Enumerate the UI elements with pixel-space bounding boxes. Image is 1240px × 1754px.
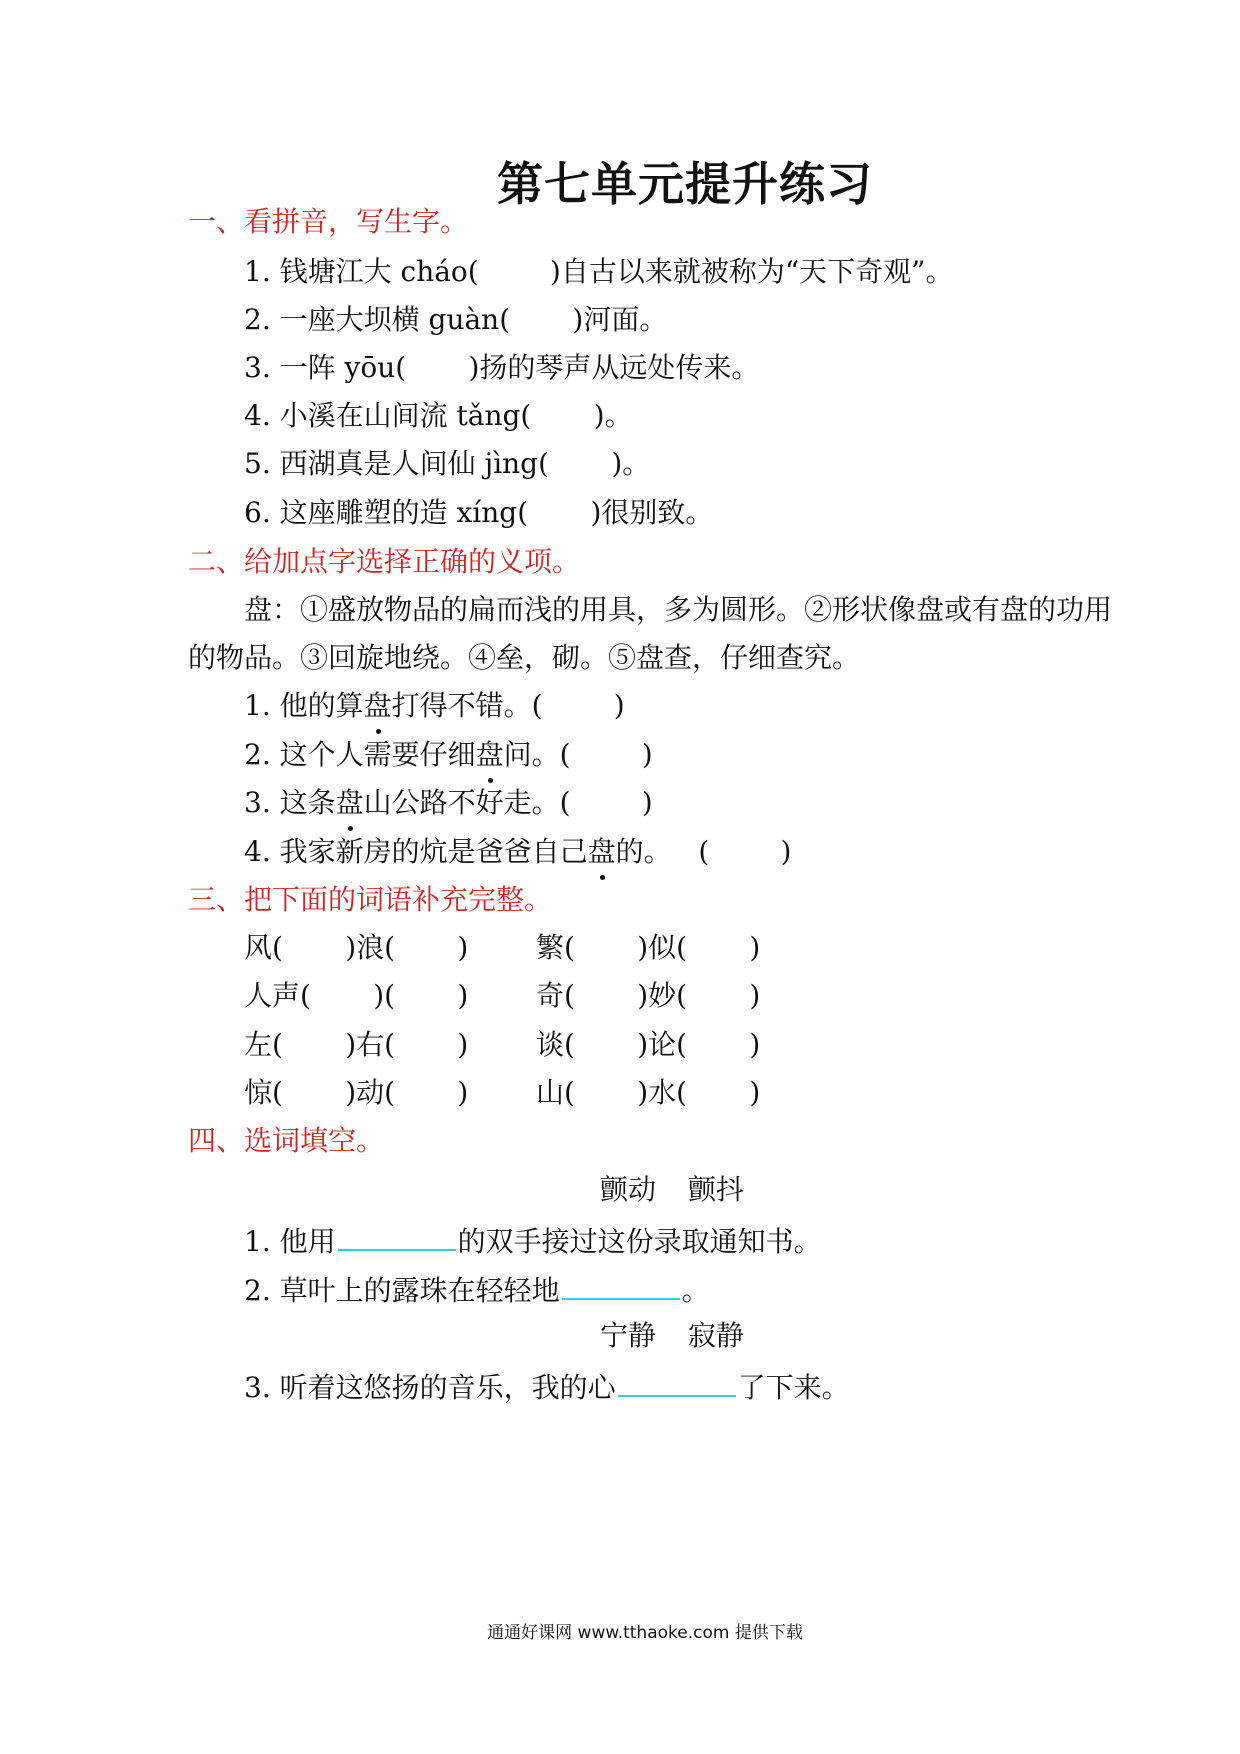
idiom-row-4	[244, 1073, 761, 1113]
dotted-character: 盘	[476, 735, 504, 775]
section1-item-2: 2. 一座大坝横 guàn( )河面。	[244, 303, 668, 336]
section1-item-1: 1. 钱塘江大 cháo( )自古以来就被称为“天下奇观”。	[244, 255, 954, 288]
section2-heading: 二、给加点字选择正确的义项。	[188, 545, 581, 578]
item-text: 3. 这条	[244, 786, 336, 819]
section2-item-2	[244, 735, 653, 775]
definition-line-1: 盘：①盛放物品的扁而浅的用具，多为圆形。②形状像盘或有盘的功用	[244, 593, 1113, 626]
section1-item-3: 3. 一阵 yōu( )扬的琴声从远处传来。	[244, 351, 760, 384]
item-text: 问。( )	[503, 738, 653, 771]
section1-item-5: 5. 西湖真是人间仙 jìng( )。	[244, 447, 651, 480]
idiom-row-2	[244, 976, 761, 1016]
word-choice: 颤抖	[688, 1173, 745, 1206]
word-choice: 寂静	[688, 1319, 745, 1352]
section4-item-1	[244, 1219, 822, 1262]
item-text: 山公路不好走。( )	[363, 786, 653, 819]
item-text: 2. 草叶上的露珠在轻轻地	[244, 1274, 560, 1307]
word-choice: 颤动	[600, 1173, 657, 1206]
item-text: 的。 ( )	[615, 835, 792, 868]
section2-item-4	[244, 832, 791, 872]
item-text: 4. 我家新房的炕是爸爸自己	[244, 835, 588, 868]
idiom-right: 奇( )妙( )	[536, 979, 761, 1012]
dotted-character: 盘	[364, 686, 392, 726]
dotted-character: 盘	[588, 832, 616, 872]
item-text: 1. 他用	[244, 1225, 336, 1258]
item-text: 3. 听着这悠扬的音乐，我的心	[244, 1371, 616, 1404]
section1-item-6: 6. 这座雕塑的造 xíng( )很别致。	[244, 496, 714, 529]
section2-item-3	[244, 783, 653, 823]
page-title: 第七单元提升练习	[497, 157, 873, 211]
idiom-left: 风( )浪( )	[244, 931, 469, 964]
footer-credit: 通通好课网 www.tthaoke.com 提供下载	[487, 1623, 803, 1643]
section1-item-4: 4. 小溪在山间流 tǎng( )。	[244, 399, 633, 432]
section4-heading: 四、选词填空。	[188, 1124, 385, 1157]
item-text: 。	[681, 1274, 710, 1307]
idiom-row-3	[244, 1025, 761, 1065]
idiom-row-1	[244, 928, 761, 968]
section1-heading: 一、看拼音，写生字。	[188, 205, 469, 238]
item-text: 2. 这个人需要仔细	[244, 738, 476, 771]
item-text: 1. 他的算	[244, 689, 364, 722]
idiom-left: 人声( )( )	[244, 979, 469, 1012]
idiom-right: 繁( )似( )	[536, 931, 761, 964]
section4-item-2	[244, 1268, 710, 1311]
word-choice: 宁静	[600, 1319, 657, 1352]
idiom-right: 谈( )论( )	[536, 1028, 761, 1061]
section2-item-1	[244, 686, 625, 726]
definition-line-2: 的物品。③回旋地绕。④垒，砌。⑤盘查，仔细查究。	[188, 641, 861, 674]
dotted-character: 盘	[336, 783, 364, 823]
idiom-left: 左( )右( )	[244, 1028, 469, 1061]
section4-item-3	[244, 1365, 850, 1408]
item-text: 打得不错。( )	[391, 689, 625, 722]
answer-blank[interactable]	[618, 1365, 736, 1397]
item-text: 了下来。	[737, 1371, 850, 1404]
idiom-left: 惊( )动( )	[244, 1076, 469, 1109]
section3-heading: 三、把下面的词语补充完整。	[188, 883, 553, 916]
answer-blank[interactable]	[338, 1219, 456, 1251]
idiom-right: 山( )水( )	[536, 1076, 761, 1109]
answer-blank[interactable]	[562, 1268, 680, 1300]
item-text: 的双手接过这份录取通知书。	[457, 1225, 822, 1258]
